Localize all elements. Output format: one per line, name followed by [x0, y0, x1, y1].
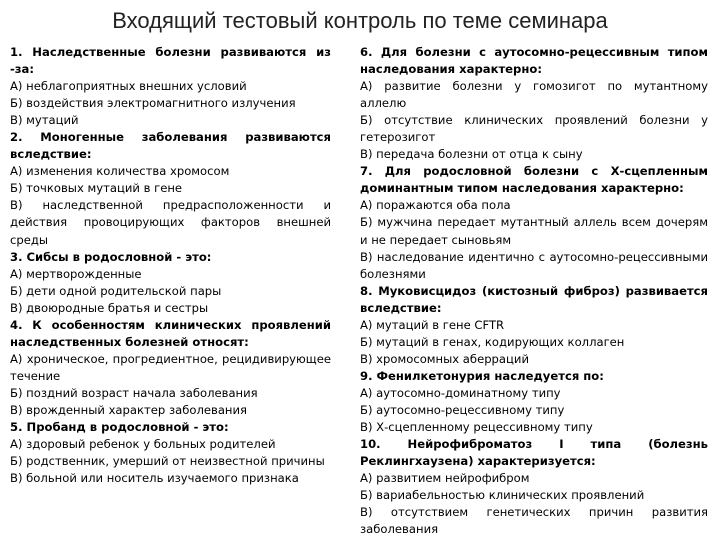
answer-option: В) больной или носитель изучаемого признака: [10, 471, 299, 486]
question-text: 2. Моногенные заболевания развиваются вследствие:: [10, 130, 331, 162]
answer-option: В) врожденный характер заболевания: [10, 402, 248, 417]
question-text: 3. Сибсы в родословной - это:: [10, 249, 212, 264]
answer-option: В) двоюродные братья и сестры: [10, 300, 209, 315]
question-text: 5. Пробанд в родословной - это:: [10, 420, 229, 435]
answer-option: А) аутосомно-доминатному типу: [360, 385, 561, 400]
question-text: 8. Муковисцидоз (кистозный фиброз) развивается вследствие:: [360, 283, 708, 315]
answer-option: Б) мутаций в генах, кодирующих коллаген: [360, 334, 625, 349]
right-column: [360, 44, 708, 538]
left-column: [10, 44, 331, 487]
page-title: Входящий тестовый контроль по теме семинара: [112, 8, 608, 33]
question-text: 4. К особенностям клинических проявлений наследственных болезней относят:: [10, 317, 331, 349]
answer-option: А) хроническое, прогредиентное, рецидивирующее течение: [10, 351, 331, 383]
answer-option: В) передача болезни от отца к сыну: [360, 147, 583, 162]
answer-option: В) Х-сцепленному рецессивному типу: [360, 420, 593, 435]
answer-option: В) мутаций: [10, 113, 79, 128]
question-text: 9. Фенилкетонурия наследуется по:: [360, 368, 604, 383]
question-text: 6. Для болезни с аутосомно-рецессивным типом наследования характерно:: [360, 45, 708, 77]
answer-option: В) наследование идентично с аутосомно-рецессивными болезнями: [360, 249, 708, 281]
answer-option: Б) отсутствие клинических проявлений болезни у гетерозигот: [360, 113, 708, 145]
answer-option: В) наследственной предрасположенности и действия провоцирующих факторов внешней среды: [10, 198, 331, 247]
answer-option: А) развитие болезни у гомозигот по мутантному аллелю: [360, 79, 708, 111]
answer-option: Б) поздний возраст начала заболевания: [10, 385, 258, 400]
answer-option: А) изменения количества хромосом: [10, 164, 230, 179]
answer-option: Б) точковых мутаций в гене: [10, 181, 183, 196]
answer-option: Б) воздействия электромагнитного излучения: [10, 96, 296, 111]
answer-option: Б) родственник, умерший от неизвестной причины: [10, 454, 325, 469]
answer-option: А) мертворожденные: [10, 266, 142, 281]
question-text: 1. Наследственные болезни развиваются из -за:: [10, 45, 331, 77]
answer-option: Б) мужчина передает мутантный аллель всем дочерям и не передает сыновьям: [360, 215, 708, 247]
answer-option: Б) вариабельностью клинических проявлений: [360, 488, 645, 503]
answer-option: А) поражаются оба пола: [360, 198, 511, 213]
answer-option: В) отсутствием генетических причин развития заболевания: [360, 505, 708, 537]
answer-option: Б) аутосомно-рецессивному типу: [360, 402, 565, 417]
answer-option: Б) дети одной родительской пары: [10, 283, 222, 298]
answer-option: А) неблагоприятных внешних условий: [10, 79, 247, 94]
answer-option: А) развитием нейрофибром: [360, 471, 530, 486]
question-text: 10. Нейрофиброматоз I типа (болезнь Реклингхаузена) характеризуется:: [360, 437, 708, 469]
answer-option: А) мутаций в гене CFTR: [360, 317, 505, 332]
question-text: 7. Для родословной болезни с Х-сцепленным доминантным типом наследования характерно:: [360, 164, 708, 196]
answer-option: В) хромосомных аберраций: [360, 351, 529, 366]
answer-option: А) здоровый ребенок у больных родителей: [10, 437, 276, 452]
